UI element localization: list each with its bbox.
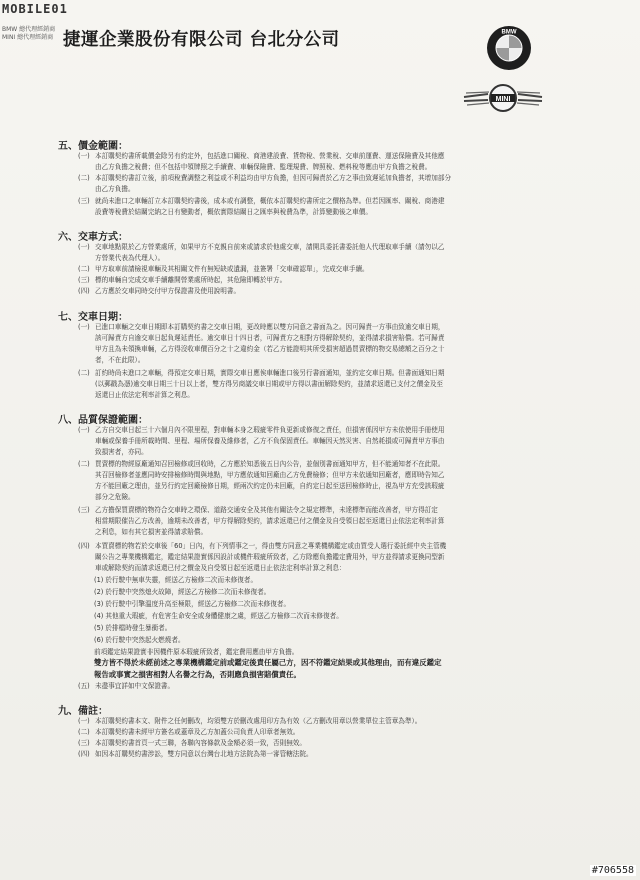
section-6-title: 六、交車方式： <box>58 232 128 243</box>
section-7-item-1: (一) 已進口車輛之交車日期即本訂購契約書之交車日期，更改時應以雙方同意之書面為之。因可歸責一方事由致逾交車日期， 該可歸責方自逾交車日起負遲延責任。逾交車日十四日者，可歸責方之相對方得解除契約，並得請求損害賠償。若可歸責 甲方且為未領換車輛，乙方得沒收車價百分之十之違約金（若乙方能證明其所受損害超過買賣標的物交易總額之百分之十 者，不在此限）。 <box>78 323 445 364</box>
section-9-title: 九、備註： <box>58 706 108 717</box>
section-6-item-3: (三) 標的車輛自完成交車手續離開營業處所時起，其危險即轉於甲方。 <box>78 276 287 284</box>
section-9-item-4: (四) 如因本訂購契約書涉訟，雙方同意以台灣台北地方法院為第一審管轄法院。 <box>78 750 313 758</box>
section-8-item-3: (三) 乙方擔保買賣標的物符合交車時之環保、道路交通安全及其他有關法令之規定標準，未達標準而能改善者，甲方得訂定 相當期限催告乙方改善，逾期未改善者，甲方得解除契約，請求返還已付之價金及自受領日起至返還日止依法定利率計算 之利息，如有其它損害並得請求賠償。 <box>78 506 445 536</box>
site-watermark: MOBILE01 <box>2 2 68 16</box>
image-id-badge: #706558 <box>591 865 634 876</box>
section-8-subitem-5: (5) 於排檔時發生暴衝者。 <box>94 624 172 632</box>
bmw-logo-text: BMW <box>501 29 517 36</box>
section-8-bold-clause-line-2: 報告或事實之損害相對人名譽之行為，否則應負損害賠償責任。 <box>94 670 301 679</box>
section-9-item-1: (一) 本訂購契約書本文、附件之任何刪改，均須雙方於刪改處用印方為有效（乙方刪改用章以營業單位主管章為準）。 <box>78 717 422 725</box>
section-9-item-2: (二) 本訂購契約書未經甲方簽名或蓋章及乙方加蓋公司負責人印章者無效。 <box>78 728 300 736</box>
section-9-item-3: (三) 本訂購契約書首頁一式三聯，各聯內容條款及金額必須一致，否則無效。 <box>78 739 306 747</box>
bmw-logo-icon <box>486 25 532 75</box>
section-8-subitem-4: (4) 其他重大瑕疵，有危害生命安全或身體健康之虞，經送乙方檢修二次而未修復者。 <box>94 612 343 620</box>
section-8-subitem-3: (3) 於行駛中引擎溫度升高至極限，經送乙方檢修二次而未修復者。 <box>94 600 291 608</box>
section-5-item-1: (一) 本訂購契約書所載價金除另有約定外，包括進口關稅、商港建設費、貨物稅、營業稅、交車前運費、運送保險費及其他應 由乙方負擔之稅費；但不包括申領牌照之手續費、車輛保險費、監理規費、牌照稅、燃料稅等應由甲方負擔之稅費。 <box>78 152 445 171</box>
section-8-item-1: (一) 乙方自交車日起三十六個月內不限里程，對車輛本身之瑕疵零件負更新或修復之責任，但損害係因甲方未依使用手冊使用 車輛或保養手冊所載時間、里程、場所保養及維修者，乙方不負保固責任。車輛因天然災害、自然耗損或可歸責甲方事由 致損害者，亦同。 <box>78 426 445 456</box>
section-8-title: 八、品質保證範圍： <box>58 415 148 426</box>
section-8-subitem-2: (2) 於行駛中突然熄火故障，經送乙方檢修二次而未修復者。 <box>94 588 271 596</box>
dealer-line-bmw: BMW 總代理經銷商 <box>2 26 56 33</box>
company-name: 捷運企業股份有限公司 台北分公司 <box>63 30 340 50</box>
section-5-item-2: (二) 本訂購契約書訂立後，前項稅費調整之利益或不利益均由甲方負擔，但因可歸責於乙方之事由致遲延加負擔者，其增加部分 由乙方負擔。 <box>78 174 452 193</box>
section-6-item-1: (一) 交車地點限於乙方營業處所，如果甲方不克親自前來或請求於他處交車，請開具委託書委託他人代理取車手續（請勿以乙 方營業代表為代理人）。 <box>78 243 445 262</box>
mini-logo-text: MINI <box>495 95 511 103</box>
dealer-label <box>2 26 55 42</box>
section-6-item-4: (四) 乙方應於交車同時交付甲方保證書及使用說明書。 <box>78 287 241 295</box>
section-8-subitem-6: (6) 於行駛中突然起火燃燒者。 <box>94 636 185 644</box>
section-8-appraisal-note: 前項鑑定結果證實非因機件原本瑕疵所致者，鑑定費用應由甲方負擔。 <box>94 648 299 656</box>
mini-logo-icon <box>462 83 544 117</box>
section-8-item-4: (四) 本買賣標的物若於交車後「60」日內，有下列情事之一，得由雙方同意之專業機構鑑定或由買受人選行委託經中央主管機 關公告之專業機構鑑定，鑑定結果證實係因設計或機件瑕疵所致者，乙方除應負擔鑑定費用外，甲方並得請求更換同型新 車或解除契約而請求返還已付之價金及自受領日起至返還日止依法定利率計算之利息： <box>78 542 447 572</box>
section-7-title: 七、交車日期： <box>58 312 128 323</box>
section-8-bold-clause-line-1: 雙方皆不得於未經前述之專業機構鑑定前或鑑定後責任屬己方，因不符鑑定結果或其他理由，而有違反鑑定 <box>94 658 442 667</box>
dealer-line-mini: MINI 總代理經銷商 <box>2 34 54 41</box>
section-5-item-3: (三) 就尚未進口之車輛訂立本訂購契約書後，成本或有調整，概依本訂購契約書所定之價格為準。但若因匯率、關稅、商港建 設費等稅費於結關完納之日有變動者，概依實際結關日之匯率與稅費為準，計算變動後之車價。 <box>78 197 445 216</box>
section-7-item-2: (二) 訂約時尚未進口之車輛，得預定交車日期，實際交車日應俟車輛進口後另行書面通知，並約定交車日期。但書面通知日期 (以郵戳為憑)逾交車日期三十日以上者，雙方得另商議交車日期或甲方得以書面解除契約，並請求返還已支付之價金及至 返還日止依法定利率計算之利息。 <box>78 369 445 399</box>
section-8-item-5: (五) 未盡事宜詳如中文保證書。 <box>78 682 175 690</box>
section-5-title: 五、價金範圍： <box>58 141 128 152</box>
section-6-item-2: (二) 甲方取車前請檢視車輛及其相關文件有無短缺或遺漏，並簽署「交車確認單」，完成交車手續。 <box>78 265 369 273</box>
section-8-item-2: (二) 買賣標的物經原廠通知召回檢修或回收時，乙方應於知悉後五日內公告，並個別書面通知甲方，但不能通知者不在此限。 其召回檢修者並應同時安排檢修時間與地點，甲方應依通知回廠由乙方免費檢修；但甲方未依通知回廠者，應即時告知乙 方不能回廠之理由，並另行約定回廠檢修日期，經兩次約定仍未回廠，自約定日起至送回檢修時止，視為甲方充受該瑕疵 部分之危險。 <box>78 460 445 501</box>
section-8-subitem-1: (1) 於行駛中無車失靈，經送乙方檢修二次而未修復者。 <box>94 576 258 584</box>
